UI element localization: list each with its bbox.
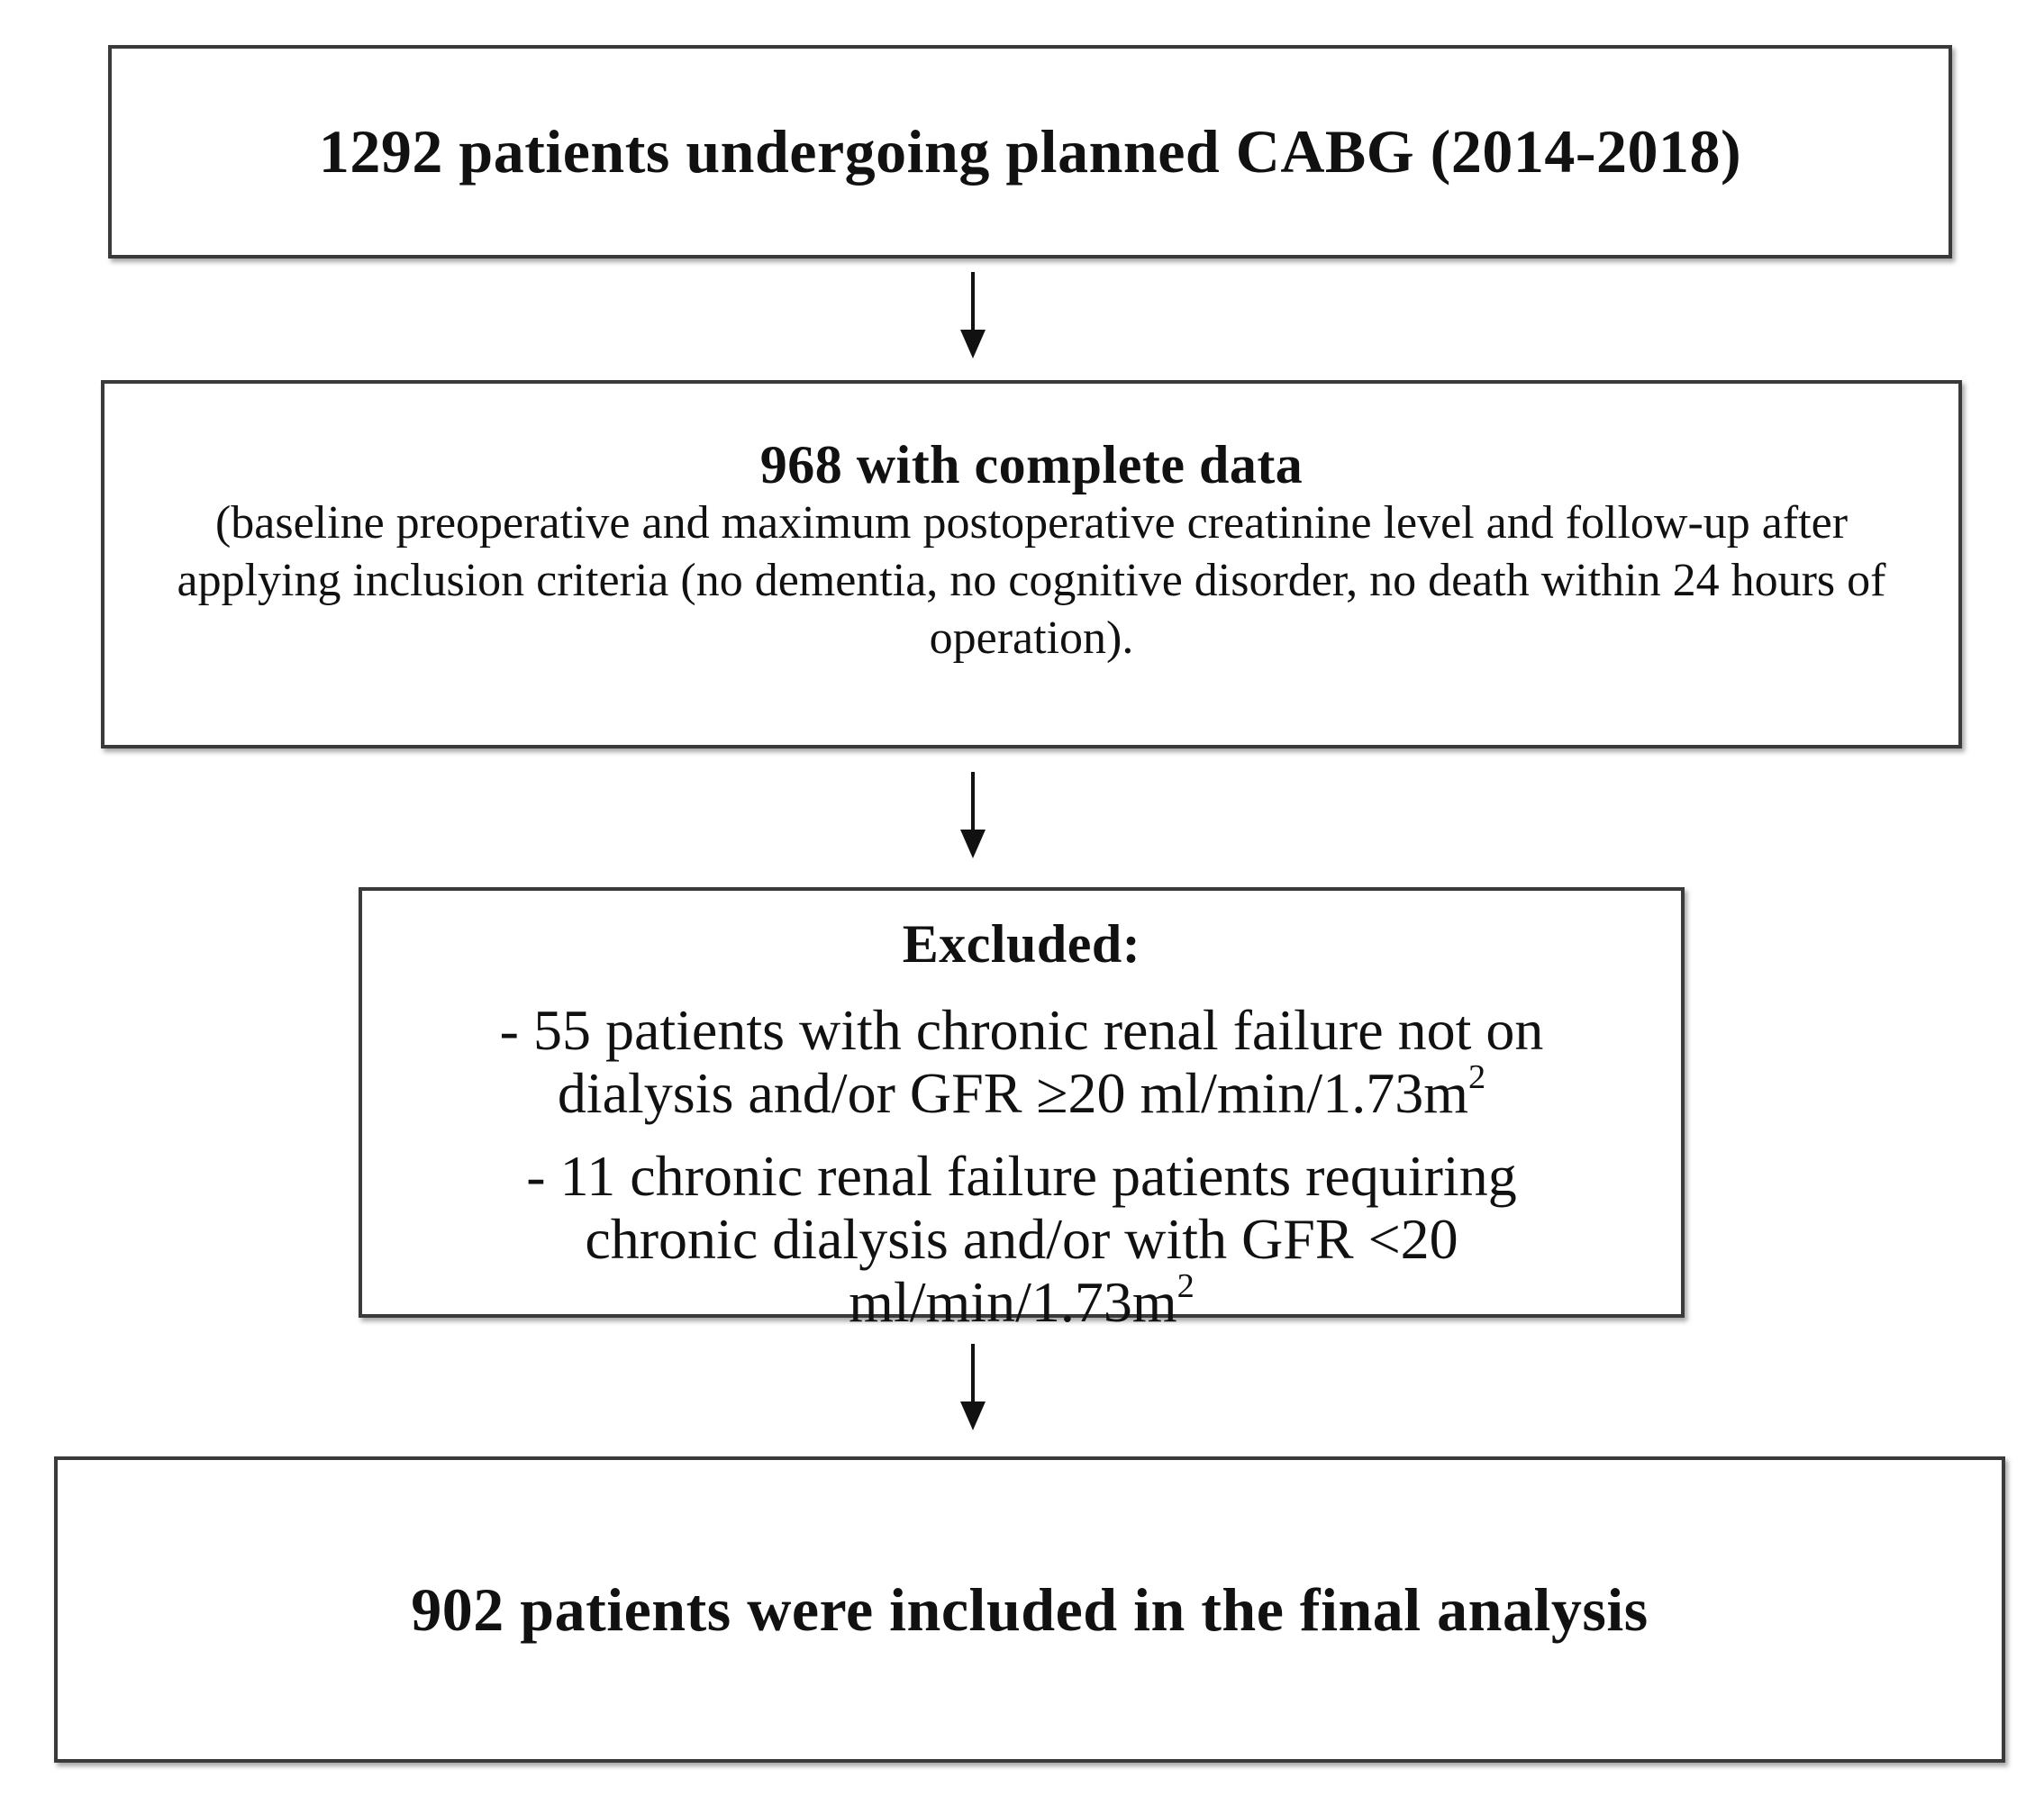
final-analysis-box	[54, 1456, 2005, 1763]
superscript: 2	[1467, 1058, 1486, 1097]
down-arrow-icon	[955, 270, 991, 360]
excluded-title: Excluded:	[902, 914, 1141, 974]
complete-data-description: (baseline preoperative and maximum postoperative creatinine level and follow-up after applying inclusion criteria (no dementia, no cognitive disorder, no death within 24 hours of operation).	[177, 496, 1886, 664]
cohort-text: 1292 patients undergoing planned CABG (2014-2018)	[318, 117, 1742, 186]
complete-data-title: 968 with complete data	[759, 434, 1304, 494]
excluded-box	[359, 887, 1685, 1334]
cohort-box	[108, 45, 1952, 259]
excluded-item-text: - 11 chronic renal failure patients requiring chronic dialysis and/or with GFR <20 ml/min/1.73m	[526, 1144, 1517, 1334]
down-arrow-icon	[955, 770, 991, 860]
excluded-item	[436, 999, 1607, 1125]
superscript: 2	[1176, 1267, 1195, 1306]
final-analysis-text: 902 patients were included in the final analysis	[411, 1574, 1649, 1644]
down-arrow-icon	[955, 1342, 991, 1432]
complete-data-box	[101, 380, 1962, 748]
excluded-item-text: - 55 patients with chronic renal failure not on dialysis and/or GFR ≥20 ml/min/1.73m	[499, 998, 1544, 1125]
excluded-item	[436, 1145, 1607, 1334]
